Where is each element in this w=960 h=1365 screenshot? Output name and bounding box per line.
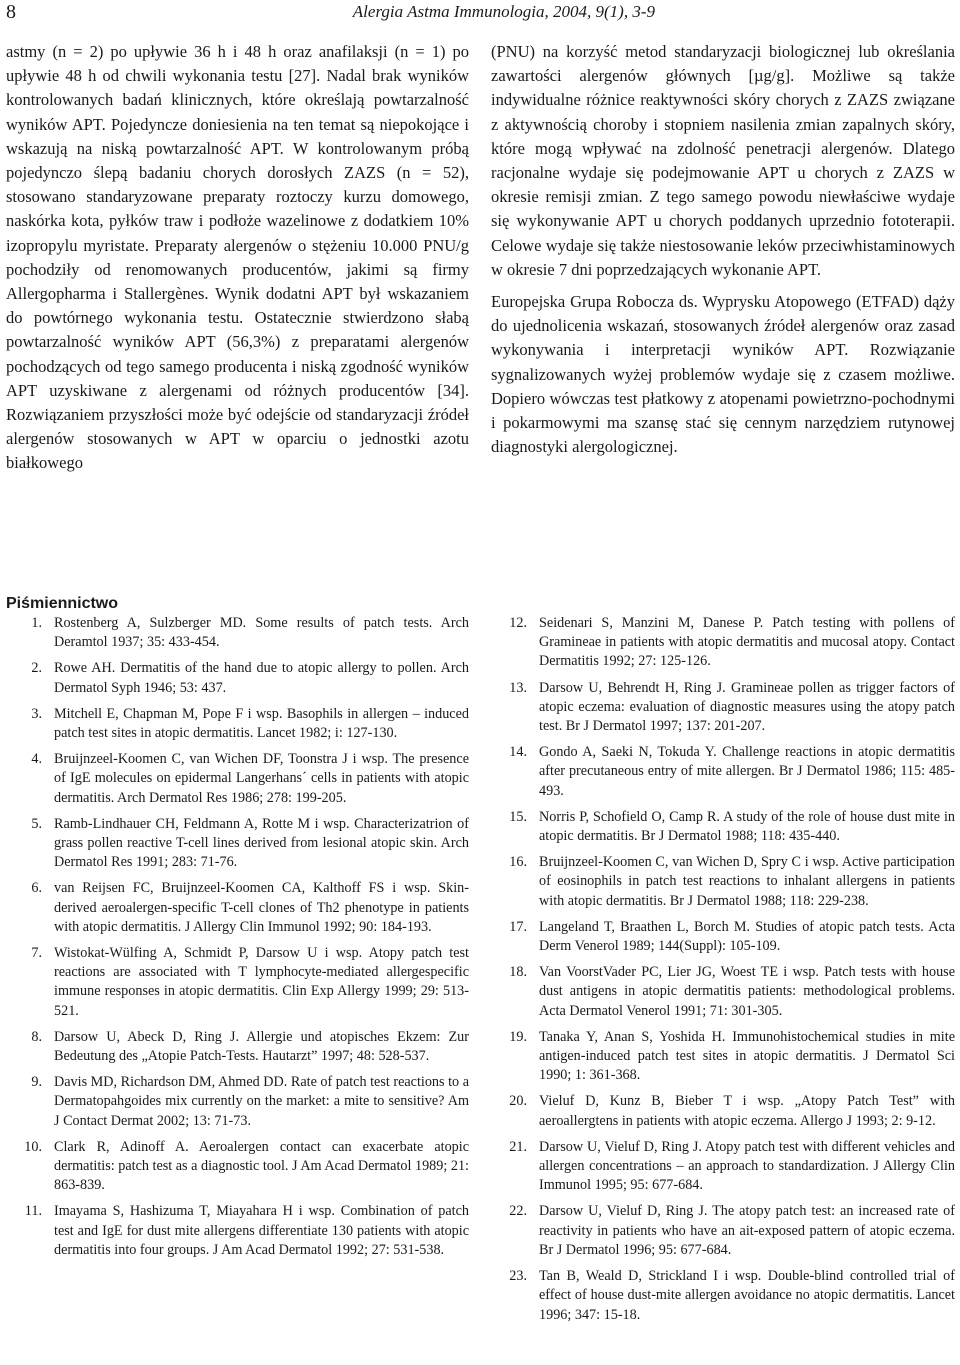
- reference-text: Gondo A, Saeki N, Tokuda Y. Challenge reactions in atopic dermatitis after precutaneous entry of mite allergen. Br J Dermatol 1986; 115: 485-493.: [539, 744, 955, 799]
- reference-item: [491, 679, 955, 737]
- reference-text: Seidenari S, Manzini M, Danese P. Patch testing with pollens of Gramineae in patients with atopic dermatitis and mucosal atopy. Contact Dermatitis 1992; 27: 125-126.: [539, 615, 955, 670]
- reference-text: Darsow U, Abeck D, Ring J. Allergie und atopisches Ekzem: Zur Bedeutung des „Atopie Patch-Tests. Hautarzt” 1997; 48: 528-537.: [54, 1028, 469, 1065]
- reference-number: 22.: [509, 1203, 527, 1220]
- reference-text: Van VoorstVader PC, Lier JG, Woest TE i wsp. Patch tests with house dust antigens in atopic dermatitis patients: methodological problems. Acta Dermatol Venerol 1991; 71: 301-305.: [539, 964, 955, 1019]
- reference-item: [491, 1202, 955, 1260]
- reference-number: 1.: [31, 615, 42, 631]
- reference-text: Bruijnzeel-Koomen C, van Wichen DF, Toonstra J i wsp. The presence of IgE molecules on epidermal Langerhans´ cells in patients with atopic dermatitis. Arch Dermatol Res 1986; 278: 199-205.: [54, 751, 469, 806]
- reference-item: [491, 1092, 955, 1130]
- reference-item: [491, 918, 955, 956]
- reference-text: Vieluf D, Kunz B, Bieber T i wsp. „Atopy Patch Test” with aeroallergtens in patients with atopic eczema. Allergo J 1993; 2: 9-12.: [539, 1093, 955, 1129]
- reference-number: 2.: [31, 660, 42, 677]
- page-number: 8: [6, 1, 16, 23]
- body-paragraph: astmy (n = 2) po upływie 36 h i 48 h oraz anafilaksji (n = 1) po upływie 48 h od chwili wykonania testu [27]. Nadal brak wyników kontrolowanych badań klinicznych, które określają powtarzalność wyników APT. Pojedyncze doniesienia na ten temat są niepokojące i wskazują na niską powtarzalność APT. W kontrolowanym próbą pojedynczo ślepą badaniu chorych dorosłych ZAZS (n = 52), stosowano standaryzowane preparaty roztoczy kurzu domowego, naskórka kota, pyłków traw i podłoże wazelinowe z dodatkiem 10% izopropylu myristate. Preparaty alergenów o stężeniu 10.000 PNU/g pochodziły od renomowanych producentów, jakimi są firmy Allergopharma i Stallergènes. Wynik dodatni APT był wskazaniem do powtórnego wykonania testu. Ostatecznie stwierdzono słabą powtarzalność wyników APT (56,3%) z preparatami alergenów pochodzących od tego samego producenta i niską zgodność wyników APT uzyskiwane z alergenami od różnych producentów [34]. Rozwiązaniem przyszłości może być odejście od standaryzacji źródeł alergenów stosowanych w APT w oparciu o jednostki azotu białkowego: [6, 42, 469, 473]
- reference-number: 16.: [509, 854, 527, 871]
- body-paragraph: Europejska Grupa Robocza ds. Wyprysku Atopowego (ETFAD) dąży do ujednolicenia wskazań, stosowanych źródeł alergenów oraz zasad wykonywania i interpretacji wyników APT. Rozwiązanie sygnalizowanych wyżej problemów wydaje się z czasem możliwe. Dopiero wówczas test płatkowy z atopenami powietrzno-pochodnymi i pokarmowymi ma szansę stać się cennym narzędziem rutynowej diagnostyki alergologicznej.: [491, 292, 955, 457]
- reference-text: Tan B, Weald D, Strickland I i wsp. Double-blind controlled trial of effect of house dust-mite allergen avoidance no atopic dermatitis. Lancet 1996; 347: 15-18.: [539, 1268, 955, 1323]
- reference-number: 18.: [509, 964, 527, 981]
- reference-number: 7.: [31, 945, 42, 962]
- reference-number: 10.: [24, 1138, 42, 1155]
- reference-number: 21.: [509, 1138, 527, 1155]
- reference-item: [6, 1073, 469, 1131]
- reference-item: [491, 1267, 955, 1325]
- reference-number: 4.: [31, 751, 42, 768]
- reference-item: [6, 1138, 469, 1196]
- reference-item: [491, 1028, 955, 1086]
- reference-number: 3.: [31, 705, 42, 722]
- reference-item: [6, 815, 469, 873]
- references-list-left: [6, 614, 469, 1267]
- reference-item: [6, 750, 469, 808]
- reference-item: [491, 808, 955, 846]
- reference-number: 5.: [31, 815, 42, 832]
- reference-item: [6, 944, 469, 1021]
- reference-text: Bruijnzeel-Koomen C, van Wichen D, Spry C i wsp. Active participation of eosinophils in patch test reactions to inhalant allergens in patients with atopic dermatitis. Br J Dermatol 1988; 118: 229-238.: [539, 854, 955, 909]
- reference-text: Clark R, Adinoff A. Aeroalergen contact can exacerbate atopic dermatitis: patch test as a diagnostic tool. J Am Acad Dermatol 1989; 21: 863-839.: [54, 1138, 469, 1194]
- reference-text: Rostenberg A, Sulzberger MD. Some results of patch tests. Arch Deramtol 1937; 35: 433-454.: [54, 615, 469, 651]
- body-paragraph: (PNU) na korzyść metod standaryzacji biologicznej lub określania zawartości alergenów głównych [µg/g]. Możliwe są także indywidualne różnice reaktywności skóry chorych z ZAZS związane z aktywnością choroby i stopniem nasilenia zmian zapalnych skóry, które mogą wpływać na zdolność penetracji alergenów. Dlatego racjonalne wydaje się podejmowanie APT u chorych z ZAZS w okresie remisji zmian. Z tego samego powodu niewłaściwe wydaje się wykonywanie APT u chorych poddanych uprzednio fototerapii. Celowe wydaje się także niestosowanie leków przeciwhistaminowych w okresie 7 dni poprzedzających wykonanie APT.: [491, 42, 955, 279]
- reference-number: 23.: [509, 1268, 527, 1285]
- reference-text: Langeland T, Braathen L, Borch M. Studies of atopic patch tests. Acta Derm Venerol 1989; 144(Suppl): 105-109.: [539, 918, 955, 955]
- reference-number: 9.: [31, 1074, 42, 1091]
- reference-number: 19.: [509, 1028, 527, 1045]
- reference-text: Darsow U, Behrendt H, Ring J. Gramineae pollen as trigger factors of atopic eczema: evaluation of diagnostic measures using the atopy patch test. Br J Dermatol 1997; 137: 201-207.: [539, 679, 955, 735]
- reference-text: Norris P, Schofield O, Camp R. A study of the role of house dust mite in atopic dermatitis. Br J Dermatol 1988; 118: 435-440.: [539, 808, 955, 845]
- reference-item: [6, 659, 469, 697]
- reference-item: [491, 1138, 955, 1196]
- reference-item: [491, 614, 955, 672]
- reference-number: 8.: [31, 1028, 42, 1045]
- reference-text: Wistokat-Wülfing A, Schmidt P, Darsow U i wsp. Atopy patch test reactions are associated with T lymphocyte-mediated allergespecific immune responses in atopic dermatitis. Clin Exp Allergy 1999; 29: 513-521.: [54, 945, 469, 1019]
- body-column-right: [491, 40, 955, 459]
- reference-text: Imayama S, Hashizuma T, Miayahara H i wsp. Combination of patch test and IgE for dust mite allergens differentiate 130 patients with atopic dermatitis into four groups. J Am Acad Dermatol 1992; 27: 531-538.: [54, 1203, 469, 1258]
- reference-text: Tanaka Y, Anan S, Yoshida H. Immunohistochemical studies in mite antigen-induced patch test sites in atopic dermatitis. J Dermatol Sci 1990; 1: 361-368.: [539, 1028, 955, 1084]
- body-column-left: [6, 40, 469, 476]
- reference-text: van Reijsen FC, Bruijnzeel-Koomen CA, Kalthoff FS i wsp. Skin-derived aeroalergen-specific T-cell clones of Th2 phenotype in patients with atopic dermatitis. J Allergy Clin Immunol 1992; 90: 184-193.: [54, 880, 469, 935]
- reference-item: [6, 705, 469, 743]
- reference-item: [6, 1028, 469, 1066]
- reference-number: 12.: [509, 615, 527, 631]
- reference-number: 15.: [509, 808, 527, 825]
- references-heading: Piśmiennictwo: [6, 595, 119, 612]
- reference-item: [491, 853, 955, 911]
- reference-item: [6, 879, 469, 937]
- reference-text: Davis MD, Richardson DM, Ahmed DD. Rate of patch test reactions to a Dermatopahgoides mix currently on the market: a mite to sensitive? Am J Contact Dermat 2002; 13: 71-73.: [54, 1074, 469, 1129]
- reference-text: Darsow U, Vieluf D, Ring J. The atopy patch test: an increased rate of reactivity in patients who have an ait-exposed pattern of atopic eczema. Br J Dermatol 1996; 95: 677-684.: [539, 1203, 955, 1258]
- reference-number: 11.: [24, 1203, 42, 1220]
- reference-item: [6, 1202, 469, 1260]
- reference-item: [6, 614, 469, 652]
- reference-text: Rowe AH. Dermatitis of the hand due to atopic allergy to pollen. Arch Dermatol Syph 1946; 53: 437.: [54, 660, 469, 696]
- reference-number: 13.: [509, 679, 527, 696]
- reference-item: [491, 743, 955, 801]
- references-list-right: [491, 614, 955, 1332]
- reference-number: 6.: [31, 880, 42, 897]
- reference-item: [491, 963, 955, 1021]
- reference-number: 14.: [509, 744, 527, 761]
- reference-number: 17.: [509, 918, 527, 935]
- running-head: Alergia Astma Immunologia, 2004, 9(1), 3-9: [352, 2, 655, 21]
- reference-number: 20.: [509, 1093, 527, 1110]
- reference-text: Ramb-Lindhauer CH, Feldmann A, Rotte M i wsp. Characterizatrion of grass pollen reactive T-cell lines derived from lesional atopic skin. Arch Dermatol Res 1991; 283: 71-76.: [54, 815, 469, 871]
- reference-text: Mitchell E, Chapman M, Pope F i wsp. Basophils in allergen – induced patch test sites in atopic dermatitis. Lancet 1982; i: 127-130.: [54, 705, 469, 742]
- reference-text: Darsow U, Vieluf D, Ring J. Atopy patch test with different vehicles and allergen concentrations – an approach to standardization. J Allergy Clin Immunol 1995; 95: 677-684.: [539, 1138, 955, 1194]
